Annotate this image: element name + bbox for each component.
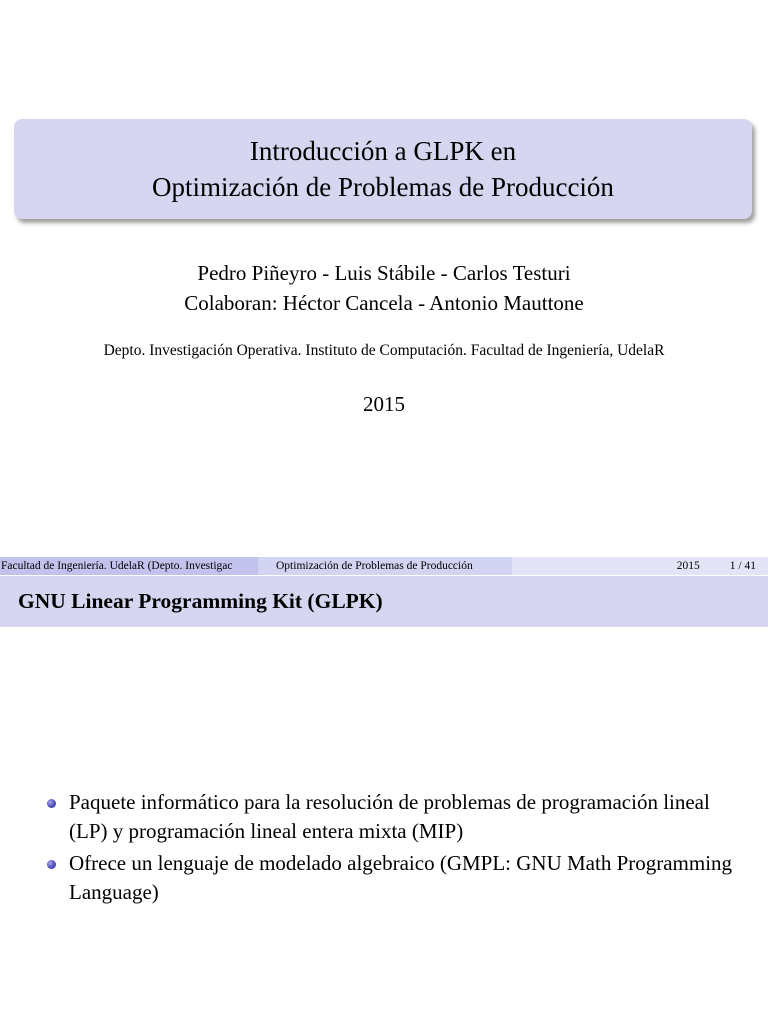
frame-title-bar <box>0 576 768 627</box>
bullet-ball-icon <box>47 799 56 808</box>
title-line-2: Optimización de Problemas de Producción <box>152 172 614 202</box>
page-number: 1 / 41 <box>729 560 756 572</box>
authors-block <box>0 258 768 318</box>
footline-bar <box>0 557 768 575</box>
institute-text: Depto. Investigación Operativa. Instituto de Computación. Facultad de Ingeniería, UdelaR <box>103 342 665 359</box>
list-item <box>0 849 768 907</box>
bullet-text: Paquete informático para la resolución de problemas de programación lineal (LP) y programación lineal entera mixta (MIP) <box>69 790 710 843</box>
presentation-title-box <box>14 119 752 219</box>
footline-institute: Facultad de Ingeniería. UdelaR (Depto. Investigac <box>0 557 258 575</box>
presentation-date: 2015 <box>363 392 405 416</box>
footline-right <box>512 557 768 575</box>
frame-title: GNU Linear Programming Kit (GLPK) <box>18 589 383 613</box>
bullet-ball-icon <box>47 860 56 869</box>
footline-title: Optimización de Problemas de Producción <box>258 557 512 575</box>
footline-date: 2015 <box>676 560 700 572</box>
authors-line: Pedro Piñeyro - Luis Stábile - Carlos Testuri <box>197 261 571 285</box>
collaborators-line: Colaboran: Héctor Cancela - Antonio Mauttone <box>184 291 584 315</box>
bullet-list <box>0 788 768 910</box>
bullet-text: Ofrece un lenguaje de modelado algebraico (GMPL: GNU Math Programming Language) <box>69 851 733 904</box>
list-item <box>0 788 768 846</box>
title-line-1: Introducción a GLPK en <box>249 136 517 166</box>
